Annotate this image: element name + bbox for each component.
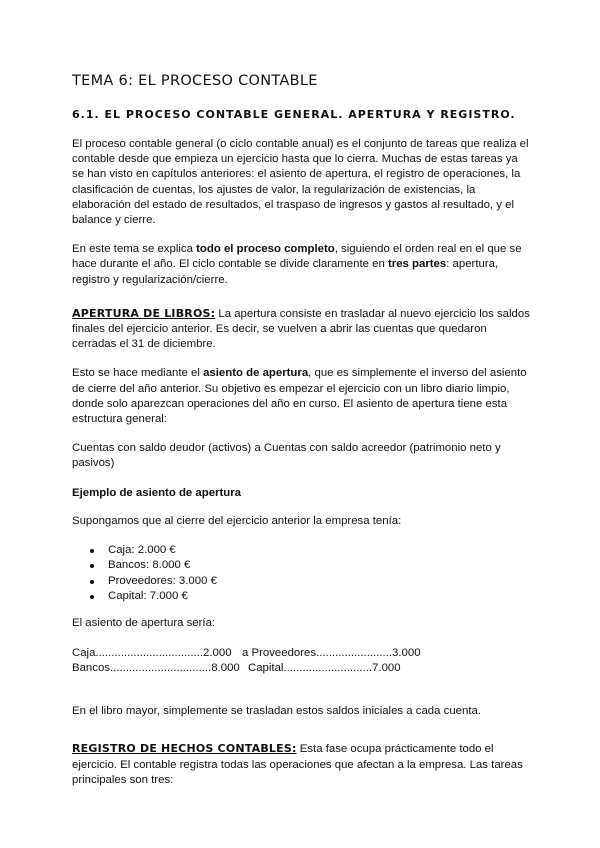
apertura-text: La apertura consiste en trasladar al nuevo ejercicio los saldos finales del ejercicio anterior. Es decir, se vuelven a abrir las cuentas que quedaron cerradas el 31 de diciembre.: [72, 307, 530, 351]
list-item: Caja: 2.000 €: [90, 543, 532, 558]
balances-list: [72, 543, 532, 605]
asiento-paragraph: [72, 366, 532, 427]
list-item: Bancos: 8.000 €: [90, 558, 532, 573]
entry-line: [72, 661, 532, 676]
process-bold-2: tres partes: [387, 258, 447, 271]
entry-debit: Caja..................................2.000: [72, 646, 232, 659]
list-item: Capital: 7.000 €: [90, 589, 532, 604]
page-title: TEMA 6: EL PROCESO CONTABLE: [72, 73, 318, 89]
process-text-1: En este tema se explica: [72, 243, 197, 256]
process-paragraph: [72, 242, 532, 288]
example-intro: Supongamos que al cierre del ejercicio anterior la empresa tenía:: [72, 514, 402, 527]
journal-entry: [72, 646, 532, 676]
registro-heading: REGISTRO DE HECHOS CONTABLES:: [72, 742, 297, 756]
list-item: Proveedores: 3.000 €: [90, 574, 532, 589]
apertura-paragraph: [72, 306, 532, 353]
apertura-heading: APERTURA DE LIBROS:: [72, 306, 216, 320]
process-text-2: , siguiendo el orden real en el que se hace durante el año. El ciclo contable se divide claramente en: [72, 243, 522, 271]
entry-credit: a Proveedores........................3.000: [242, 646, 421, 659]
entry-debit: Bancos................................8.000: [72, 661, 240, 674]
entry-credit: Capital............................7.000: [248, 661, 401, 674]
process-bold-1: todo el proceso completo: [196, 243, 335, 256]
asiento-text-2: , que es simplemente el inverso del asiento de cierre del año anterior. Su objetivo es empezar el ejercicio con un libro diario limpio, donde solo aparezcan operaciones del año en curso. El asiento de apertura tiene esta estructura general:: [72, 367, 527, 426]
entry-intro: El asiento de apertura sería:: [72, 617, 216, 630]
example-heading: Ejemplo de asiento de apertura: [72, 486, 242, 499]
structure-line: Cuentas con saldo deudor (activos) a Cuentas con saldo acreedor (patrimonio neto y pasivos): [72, 442, 501, 470]
intro-paragraph: El proceso contable general (o ciclo contable anual) es el conjunto de tareas que realiza el contable desde que empieza un ejercicio hasta que lo cierra. Muchas de estas tareas ya se han visto en capítulos anteriores: el asiento de apertura, el registro de operaciones, la clasificación de cuentas, los ajustes de valor, la regularización de existencias, la elaboración del estado de resultados, el traspaso de ingresos y gastos al resultado, y el balance y cierre.: [72, 138, 529, 227]
process-text-3: : apertura, registro y regularización/cierre.: [72, 258, 499, 286]
registro-text: Esta fase ocupa prácticamente todo el ejercicio. El contable registra todas las operaciones que afectan a la empresa. Las tareas principales son tres:: [72, 743, 523, 786]
section-title: 6.1. EL PROCESO CONTABLE GENERAL. APERTURA Y REGISTRO.: [72, 108, 516, 121]
page-content: [72, 72, 532, 802]
entry-line: [72, 646, 532, 661]
asiento-text-1: Esto se hace mediante el: [72, 367, 204, 380]
registro-paragraph: [72, 741, 532, 788]
asiento-bold: asiento de apertura: [203, 367, 309, 380]
mayor-line: En el libro mayor, simplemente se trasladan estos saldos iniciales a cada cuenta.: [72, 705, 482, 718]
